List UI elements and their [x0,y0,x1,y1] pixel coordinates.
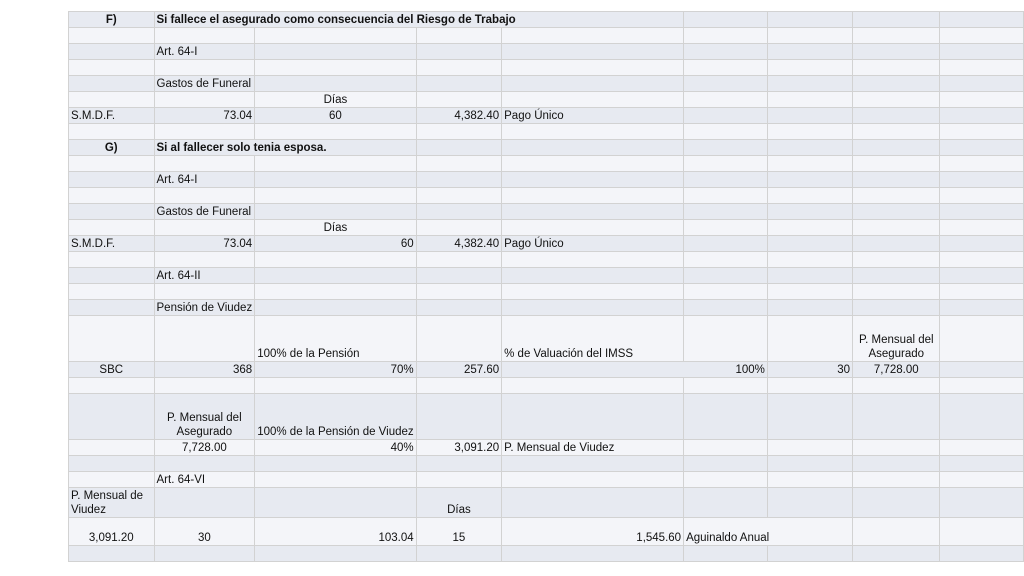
empty-cell[interactable] [853,488,940,518]
empty-cell[interactable] [684,236,768,252]
g-days[interactable]: 60 [255,236,416,252]
row-section-f-title [69,12,1024,28]
empty-cell[interactable] [767,472,852,488]
f-rate[interactable]: 73.04 [154,108,255,124]
empty-cell[interactable] [255,28,416,44]
empty-row [69,284,1024,300]
g3-label[interactable]: P. Mensual de Viudez [502,440,684,456]
empty-cell[interactable] [502,394,684,440]
empty-cell[interactable] [684,156,768,172]
empty-cell[interactable] [416,546,502,562]
empty-cell[interactable] [69,188,155,204]
empty-cell[interactable] [684,124,768,140]
g2-days[interactable]: 30 [767,362,852,378]
row-g-article-2 [69,268,1024,284]
empty-cell[interactable] [767,456,852,472]
empty-cell[interactable] [767,108,852,124]
empty-cell[interactable] [767,188,852,204]
empty-cell[interactable] [154,456,255,472]
g-header-monthly[interactable]: P. Mensual del Asegurado [853,316,940,362]
empty-cell[interactable] [853,300,940,316]
empty-row [69,28,1024,44]
empty-cell[interactable] [940,204,1024,220]
empty-cell[interactable] [69,546,155,562]
g3-amount[interactable]: 3,091.20 [416,440,502,456]
empty-cell[interactable] [853,456,940,472]
empty-cell[interactable] [767,378,852,394]
empty-cell[interactable] [69,316,155,362]
empty-cell[interactable] [154,546,255,562]
empty-cell[interactable] [416,220,502,236]
spreadsheet [68,11,1024,562]
empty-cell[interactable] [940,92,1024,108]
empty-cell[interactable] [767,300,852,316]
empty-cell[interactable] [940,300,1024,316]
empty-cell[interactable] [940,12,1024,28]
g-concept-2[interactable]: Pensión de Viudez [154,300,255,316]
g3-pct[interactable]: 40% [255,440,416,456]
g2-pension[interactable]: 257.60 [416,362,502,378]
empty-cell[interactable] [154,378,255,394]
row-g-article [69,172,1024,188]
g-concept[interactable]: Gastos de Funeral [154,204,255,220]
g4-amount[interactable]: 1,545.60 [502,518,684,546]
empty-cell[interactable] [255,188,416,204]
g3-monthly[interactable]: 7,728.00 [154,440,255,456]
empty-cell[interactable] [684,220,768,236]
empty-cell[interactable] [255,378,416,394]
empty-cell[interactable] [853,92,940,108]
row-section-g-title [69,140,1024,156]
empty-cell[interactable] [255,60,416,76]
empty-cell[interactable] [767,140,852,156]
empty-cell[interactable] [684,378,768,394]
empty-cell[interactable] [684,488,768,518]
empty-cell[interactable] [69,456,155,472]
empty-cell[interactable] [416,172,502,188]
g-rate[interactable]: 73.04 [154,236,255,252]
empty-cell[interactable] [940,284,1024,300]
empty-cell[interactable] [69,300,155,316]
empty-cell[interactable] [69,220,155,236]
empty-cell[interactable] [767,440,852,456]
empty-cell[interactable] [940,316,1024,362]
f-article[interactable]: Art. 64-I [154,44,255,60]
f-days-label[interactable]: Días [255,92,416,108]
row-g-values-4 [69,518,1024,546]
empty-cell[interactable] [940,140,1024,156]
empty-cell[interactable] [940,440,1024,456]
empty-cell[interactable] [154,124,255,140]
empty-cell[interactable] [684,268,768,284]
empty-cell[interactable] [940,44,1024,60]
f-note[interactable]: Pago Único [502,108,684,124]
empty-cell[interactable] [69,472,155,488]
empty-cell[interactable] [69,44,155,60]
section-f-letter[interactable]: F) [69,12,155,28]
empty-cell[interactable] [69,76,155,92]
empty-cell[interactable] [684,92,768,108]
row-f-article [69,44,1024,60]
empty-cell[interactable] [940,76,1024,92]
g2-pct[interactable]: 70% [255,362,416,378]
empty-cell[interactable] [502,172,684,188]
empty-cell[interactable] [853,140,940,156]
empty-cell[interactable] [416,60,502,76]
empty-cell[interactable] [853,378,940,394]
empty-cell[interactable] [853,172,940,188]
empty-cell[interactable] [853,236,940,252]
empty-cell[interactable] [853,188,940,204]
empty-row [69,252,1024,268]
empty-cell[interactable] [684,12,768,28]
g2-salary[interactable]: 368 [154,362,255,378]
empty-cell[interactable] [684,204,768,220]
empty-cell[interactable] [502,60,684,76]
empty-cell[interactable] [767,252,852,268]
row-g-values [69,236,1024,252]
empty-cell[interactable] [255,44,416,60]
row-f-values [69,108,1024,124]
empty-cell[interactable] [853,472,940,488]
empty-cell[interactable] [853,284,940,300]
empty-row [69,456,1024,472]
empty-cell[interactable] [853,12,940,28]
g-article-3[interactable]: Art. 64-VI [154,472,255,488]
empty-cell[interactable] [154,316,255,362]
empty-cell[interactable] [416,252,502,268]
g-header3-widow-pension[interactable]: 100% de la Pensión de Viudez [255,394,416,440]
empty-cell[interactable] [940,60,1024,76]
row-g-days-label [69,220,1024,236]
empty-cell[interactable] [416,268,502,284]
empty-cell[interactable] [940,252,1024,268]
g-header3-monthly[interactable]: P. Mensual del Asegurado [154,394,255,440]
empty-cell[interactable] [853,108,940,124]
empty-cell[interactable] [767,76,852,92]
g-header-pension[interactable]: 100% de la Pensión [255,316,416,362]
empty-cell[interactable] [940,394,1024,440]
empty-cell[interactable] [684,172,768,188]
f-amount[interactable]: 4,382.40 [416,108,502,124]
empty-cell[interactable] [154,252,255,268]
empty-cell[interactable] [767,268,852,284]
section-g-title[interactable]: Si al fallecer solo tenia esposa. [154,140,416,156]
empty-cell[interactable] [684,252,768,268]
g-base[interactable]: S.M.D.F. [69,236,155,252]
empty-cell[interactable] [767,92,852,108]
row-g-values-2 [69,362,1024,378]
empty-cell[interactable] [502,156,684,172]
row-g-header-2 [69,316,1024,362]
empty-cell[interactable] [416,140,502,156]
empty-cell[interactable] [154,92,255,108]
empty-cell[interactable] [940,488,1024,518]
empty-row [69,124,1024,140]
empty-cell[interactable] [502,44,684,60]
empty-cell[interactable] [940,156,1024,172]
empty-cell[interactable] [255,268,416,284]
empty-cell[interactable] [255,488,416,518]
row-f-concept [69,76,1024,92]
g-header4-monthly[interactable]: P. Mensual de Viudez [69,488,155,518]
empty-cell[interactable] [940,378,1024,394]
empty-cell[interactable] [69,252,155,268]
empty-cell[interactable] [154,156,255,172]
empty-cell[interactable] [940,362,1024,378]
row-g-concept-2 [69,300,1024,316]
g-article-2[interactable]: Art. 64-II [154,268,255,284]
g4-bonus-days[interactable]: 15 [416,518,502,546]
empty-cell[interactable] [767,172,852,188]
g2-valuation[interactable]: 100% [502,362,768,378]
empty-cell[interactable] [255,546,416,562]
empty-cell[interactable] [255,456,416,472]
empty-cell[interactable] [684,28,768,44]
empty-cell[interactable] [69,284,155,300]
empty-cell[interactable] [154,188,255,204]
empty-cell[interactable] [767,204,852,220]
empty-cell[interactable] [767,316,852,362]
empty-cell[interactable] [853,394,940,440]
empty-cell[interactable] [767,546,852,562]
empty-cell[interactable] [416,472,502,488]
empty-cell[interactable] [940,108,1024,124]
empty-cell[interactable] [255,172,416,188]
empty-cell[interactable] [502,488,684,518]
empty-cell[interactable] [154,220,255,236]
empty-row [69,378,1024,394]
empty-cell[interactable] [853,60,940,76]
empty-cell[interactable] [767,60,852,76]
empty-cell[interactable] [767,394,852,440]
empty-cell[interactable] [684,316,768,362]
empty-cell[interactable] [416,284,502,300]
empty-cell[interactable] [940,268,1024,284]
empty-cell[interactable] [940,28,1024,44]
section-f-title[interactable]: Si fallece el asegurado como consecuencia del Riesgo de Trabajo [154,12,684,28]
empty-cell[interactable] [853,268,940,284]
empty-cell[interactable] [416,156,502,172]
empty-cell[interactable] [853,546,940,562]
empty-cell[interactable] [684,394,768,440]
empty-cell[interactable] [416,44,502,60]
empty-row [69,188,1024,204]
empty-cell[interactable] [940,518,1024,546]
empty-cell[interactable] [416,394,502,440]
empty-cell[interactable] [255,204,416,220]
empty-cell[interactable] [940,546,1024,562]
empty-cell[interactable] [69,378,155,394]
empty-cell[interactable] [853,156,940,172]
row-f-days-label [69,92,1024,108]
row-g-header-3 [69,394,1024,440]
empty-cell[interactable] [416,188,502,204]
f-base[interactable]: S.M.D.F. [69,108,155,124]
empty-cell[interactable] [69,394,155,440]
f-days[interactable]: 60 [255,108,416,124]
row-g-values-3 [69,440,1024,456]
empty-cell[interactable] [853,220,940,236]
row-g-concept [69,204,1024,220]
empty-cell[interactable] [767,156,852,172]
g-amount[interactable]: 4,382.40 [416,236,502,252]
empty-cell[interactable] [416,204,502,220]
empty-cell[interactable] [684,76,768,92]
empty-cell[interactable] [940,188,1024,204]
empty-cell[interactable] [684,300,768,316]
empty-cell[interactable] [502,124,684,140]
empty-cell[interactable] [940,172,1024,188]
row-g-article-3 [69,472,1024,488]
f-concept[interactable]: Gastos de Funeral [154,76,255,92]
empty-cell[interactable] [940,124,1024,140]
g-header4-days[interactable]: Días [416,488,502,518]
empty-cell[interactable] [255,284,416,300]
empty-cell[interactable] [502,28,684,44]
empty-cell[interactable] [416,124,502,140]
empty-cell[interactable] [502,220,684,236]
empty-cell[interactable] [684,440,768,456]
empty-cell[interactable] [502,284,684,300]
empty-cell[interactable] [853,204,940,220]
empty-cell[interactable] [502,378,684,394]
g4-days[interactable]: 30 [154,518,255,546]
empty-cell[interactable] [255,472,416,488]
empty-cell[interactable] [154,488,255,518]
empty-cell[interactable] [502,252,684,268]
empty-cell[interactable] [767,488,852,518]
g-header-valuation[interactable]: % de Valuación del IMSS [502,316,684,362]
empty-cell[interactable] [255,124,416,140]
empty-cell[interactable] [940,220,1024,236]
empty-cell[interactable] [684,140,768,156]
empty-cell[interactable] [502,204,684,220]
empty-cell[interactable] [767,236,852,252]
empty-cell[interactable] [502,140,684,156]
empty-cell[interactable] [69,204,155,220]
empty-cell[interactable] [69,124,155,140]
empty-cell[interactable] [767,220,852,236]
empty-cell[interactable] [684,188,768,204]
empty-cell[interactable] [416,76,502,92]
empty-cell[interactable] [767,12,852,28]
empty-cell[interactable] [69,28,155,44]
empty-cell[interactable] [502,456,684,472]
empty-cell[interactable] [940,236,1024,252]
empty-cell[interactable] [767,28,852,44]
empty-cell[interactable] [255,76,416,92]
empty-cell[interactable] [684,546,768,562]
empty-cell[interactable] [416,378,502,394]
empty-cell[interactable] [416,28,502,44]
empty-cell[interactable] [255,300,416,316]
empty-cell[interactable] [154,60,255,76]
empty-cell[interactable] [502,300,684,316]
empty-cell[interactable] [940,472,1024,488]
empty-cell[interactable] [767,44,852,60]
empty-cell[interactable] [154,28,255,44]
empty-cell[interactable] [69,440,155,456]
empty-cell[interactable] [853,518,940,546]
empty-cell[interactable] [416,92,502,108]
empty-cell[interactable] [416,300,502,316]
empty-cell[interactable] [502,472,684,488]
empty-row [69,60,1024,76]
g-article[interactable]: Art. 64-I [154,172,255,188]
empty-cell[interactable] [767,124,852,140]
row-g-header-4 [69,488,1024,518]
empty-cell[interactable] [684,108,768,124]
g-days-label[interactable]: Días [255,220,416,236]
section-g-letter[interactable]: G) [69,140,155,156]
g4-monthly[interactable]: 3,091.20 [69,518,155,546]
empty-cell[interactable] [940,456,1024,472]
empty-cell[interactable] [416,456,502,472]
empty-cell[interactable] [255,252,416,268]
empty-cell[interactable] [416,316,502,362]
empty-row [69,546,1024,562]
g2-base[interactable]: SBC [69,362,155,378]
empty-cell[interactable] [853,440,940,456]
empty-cell[interactable] [502,188,684,204]
g-note[interactable]: Pago Único [502,236,684,252]
empty-cell[interactable] [684,44,768,60]
empty-cell[interactable] [853,252,940,268]
empty-cell[interactable] [767,284,852,300]
g2-monthly[interactable]: 7,728.00 [853,362,940,378]
g4-label[interactable]: Aguinaldo Anual [684,518,853,546]
empty-cell[interactable] [69,172,155,188]
empty-cell[interactable] [502,92,684,108]
empty-cell[interactable] [69,60,155,76]
empty-cell[interactable] [853,44,940,60]
empty-cell[interactable] [684,456,768,472]
empty-cell[interactable] [502,268,684,284]
empty-cell[interactable] [853,124,940,140]
empty-cell[interactable] [255,156,416,172]
empty-cell[interactable] [684,472,768,488]
empty-cell[interactable] [154,284,255,300]
empty-row [69,156,1024,172]
empty-cell[interactable] [502,76,684,92]
empty-cell[interactable] [69,92,155,108]
empty-cell[interactable] [69,268,155,284]
empty-cell[interactable] [853,76,940,92]
g4-daily[interactable]: 103.04 [255,518,416,546]
empty-cell[interactable] [502,546,684,562]
empty-cell[interactable] [684,60,768,76]
empty-cell[interactable] [853,28,940,44]
empty-cell[interactable] [684,284,768,300]
empty-cell[interactable] [69,156,155,172]
